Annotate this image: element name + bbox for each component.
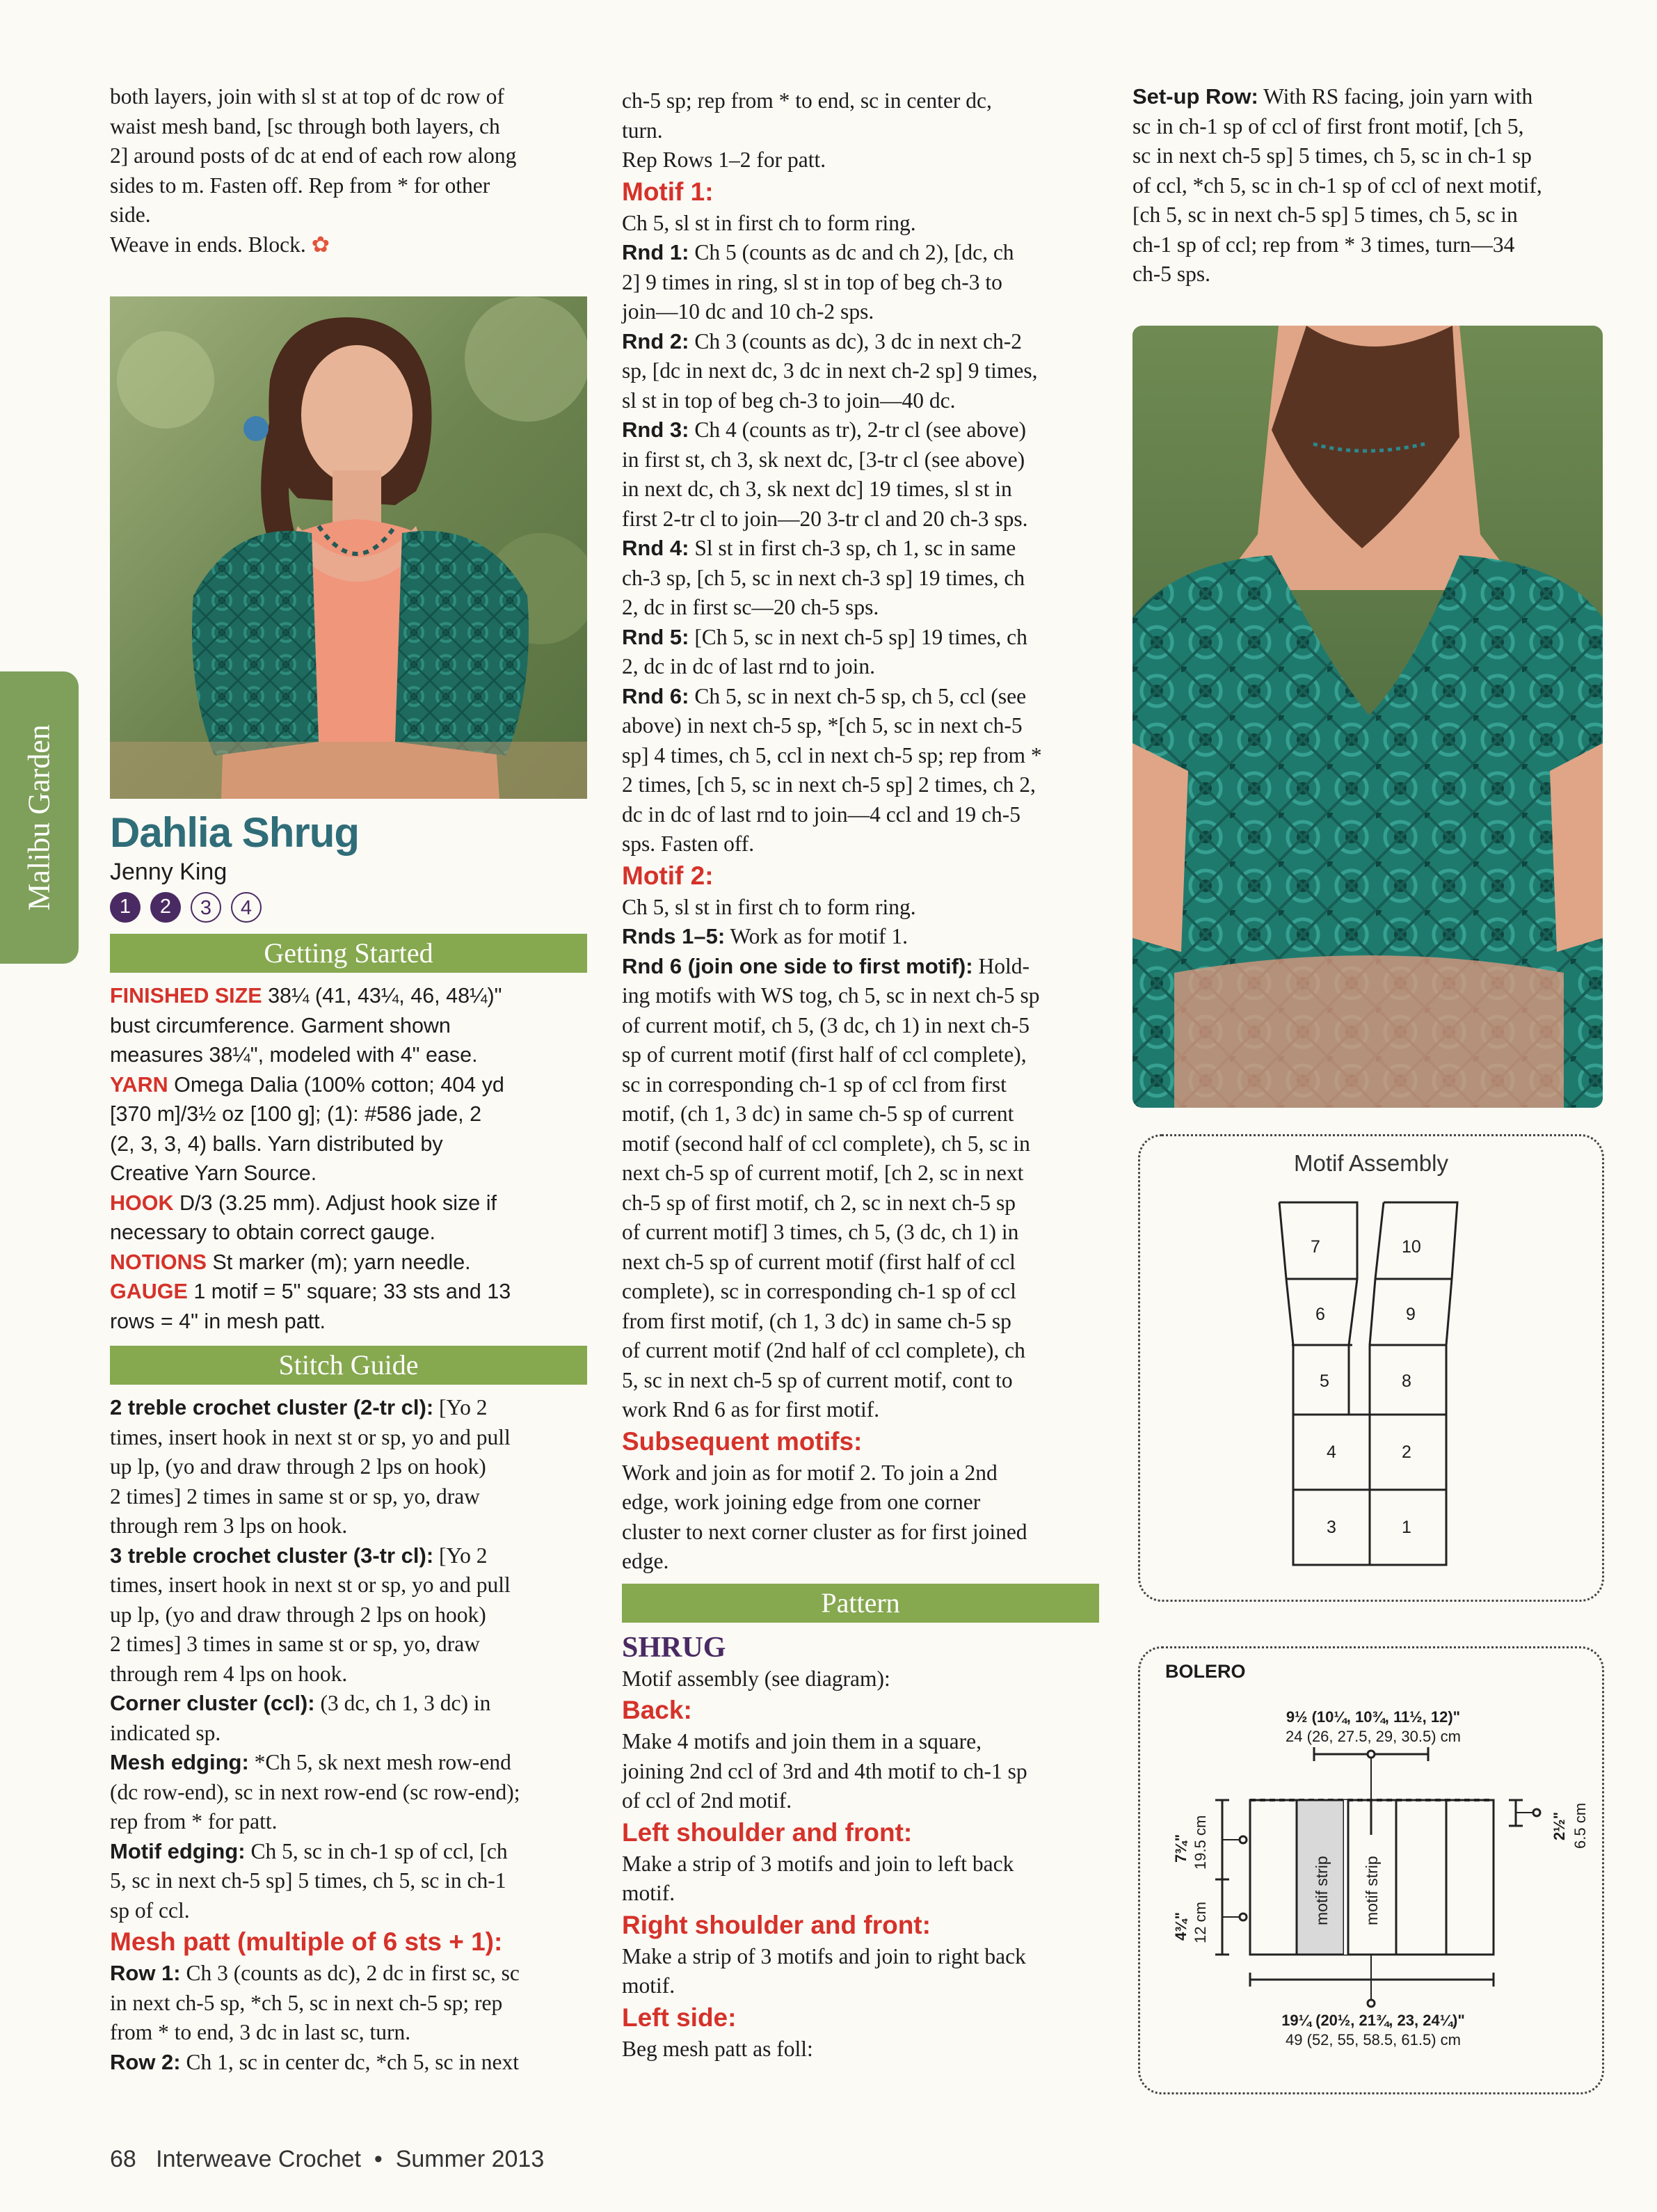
text-line bbox=[110, 1307, 587, 1337]
text-line bbox=[622, 564, 1099, 594]
text-line: cluster to next corner cluster as for first joined bbox=[622, 1519, 1027, 1544]
text-line: turn. bbox=[622, 118, 663, 143]
left-side-text bbox=[622, 2035, 1099, 2064]
text-line: Rep Rows 1–2 for patt. bbox=[622, 148, 826, 172]
text-line bbox=[622, 297, 1099, 327]
text-line bbox=[622, 209, 1099, 239]
page-footer bbox=[110, 2146, 544, 2173]
text-line bbox=[622, 741, 1099, 771]
motif-1-title: Motif 1: bbox=[622, 177, 714, 206]
text-line bbox=[622, 1307, 1099, 1337]
left-shoulder-title: Left shoulder and front: bbox=[622, 1817, 913, 1847]
entry-text: St marker (m); yarn needle. bbox=[206, 1250, 471, 1274]
entry-text: 5, sc in next ch-5 sp of current motif, cont to bbox=[622, 1367, 1013, 1392]
entry-text: through rem 4 lps on hook. bbox=[110, 1661, 348, 1686]
text-line bbox=[622, 1099, 1099, 1129]
text-line bbox=[622, 1218, 1099, 1248]
text-line bbox=[110, 1600, 587, 1630]
text-line bbox=[1132, 260, 1612, 289]
entry-label: Mesh edging: bbox=[110, 1750, 249, 1774]
left-side-title: Left side: bbox=[622, 2003, 737, 2032]
entry-text: in first st, ch 3, sk next dc, [3-tr cl (see above) bbox=[622, 447, 1025, 472]
entry-label: Rnds 1–5: bbox=[622, 924, 726, 948]
text-line bbox=[110, 1807, 587, 1837]
entry-text: of current motif] 3 times, ch 5, (3 dc, ch 1) in bbox=[622, 1220, 1019, 1244]
entry-label: Rnd 2: bbox=[622, 328, 689, 353]
motif-num-1: 1 bbox=[1402, 1518, 1411, 1537]
text-line bbox=[110, 1837, 587, 1867]
upper-height-in: 7¾" bbox=[1172, 1833, 1190, 1863]
text-line: side. bbox=[110, 202, 151, 227]
entry-label: Motif edging: bbox=[110, 1838, 246, 1863]
flower-icon: ✿ bbox=[305, 232, 330, 257]
text-line bbox=[622, 445, 1099, 475]
entry-text: sp of ccl. bbox=[110, 1897, 190, 1923]
text-line bbox=[110, 1719, 587, 1749]
text-line: edge, work joining edge from one corner bbox=[622, 1490, 981, 1514]
entry-text: first 2-tr cl to join—20 3-tr cl and 20 ch-3 sps. bbox=[622, 506, 1028, 531]
entry-text: in next dc, ch 3, sk next dc] 19 times, sl st in bbox=[622, 477, 1012, 501]
bottom-width-in: 19¼ (20½, 21¾, 23, 24¼)" bbox=[1281, 2012, 1465, 2029]
right-height-cm: 6.5 cm bbox=[1571, 1802, 1589, 1849]
entry-text: 2 times] 2 times in same st or sp, yo, draw bbox=[110, 1483, 480, 1509]
stitch-guide-header: Stitch Guide bbox=[110, 1346, 587, 1385]
pattern-title: Dahlia Shrug bbox=[110, 809, 360, 856]
level-3: 3 bbox=[191, 892, 221, 923]
entry-text: 5, sc in next ch-5 sp] 5 times, ch 5, sc in ch-1 bbox=[110, 1868, 506, 1893]
entry-text: 2 times, [ch 5, sc in next ch-5 sp] 2 times, ch 2, bbox=[622, 772, 1036, 797]
text-line bbox=[110, 2048, 587, 2078]
entry-text: next ch-5 sp of current motif (first half of ccl bbox=[622, 1249, 1016, 1274]
text-line bbox=[110, 1248, 587, 1278]
text-line bbox=[622, 800, 1099, 830]
entry-text: from * to end, 3 dc in last sc, turn. bbox=[110, 2020, 411, 2044]
entry-label: NOTIONS bbox=[110, 1250, 207, 1274]
text-line bbox=[110, 1099, 587, 1129]
entry-text: bust circumference. Garment shown bbox=[110, 1013, 451, 1037]
pattern-header: Pattern bbox=[622, 1584, 1099, 1623]
text-line bbox=[622, 1395, 1099, 1425]
text-line: both layers, join with sl st at top of dc row of bbox=[110, 84, 504, 109]
entry-label: Set-up Row: bbox=[1132, 84, 1258, 109]
text-line bbox=[622, 1188, 1099, 1218]
text-line bbox=[622, 1277, 1099, 1307]
motif-num-6: 6 bbox=[1315, 1305, 1325, 1324]
subsequent-motifs-text bbox=[622, 1458, 1099, 1577]
entry-text: Ch 4 (counts as tr), 2-tr cl (see above) bbox=[689, 417, 1027, 442]
entry-text: above) in next ch-5 sp, *[ch 5, sc in next ch-5 bbox=[622, 713, 1023, 738]
bolero-schematic-box bbox=[1138, 1646, 1604, 2094]
text-line bbox=[622, 893, 1099, 923]
text-line bbox=[110, 1748, 587, 1778]
motif-assembly-diagram bbox=[1140, 1136, 1606, 1604]
text-line: Work and join as for motif 2. To join a 2nd bbox=[622, 1460, 998, 1485]
entry-label: GAUGE bbox=[110, 1280, 188, 1303]
text-line bbox=[110, 1778, 587, 1808]
text-line: motif. bbox=[622, 1881, 675, 1905]
footer-separator: • bbox=[374, 2146, 383, 2172]
text-line bbox=[1132, 82, 1612, 112]
text-line: motif. bbox=[622, 1973, 675, 1998]
text-line bbox=[622, 386, 1099, 416]
text-line bbox=[622, 475, 1099, 504]
motif-num-4: 4 bbox=[1327, 1442, 1336, 1462]
entry-text: 2, dc in first sc—20 ch-5 sps. bbox=[622, 595, 879, 619]
stitch-guide-list bbox=[110, 1393, 587, 1925]
text-line bbox=[1132, 141, 1612, 171]
top-width-cm: 24 (26, 27.5, 29, 30.5) cm bbox=[1286, 1728, 1461, 1745]
page-number: 68 bbox=[110, 2146, 136, 2172]
back-text bbox=[622, 1727, 1099, 1816]
motif-num-9: 9 bbox=[1406, 1305, 1416, 1324]
right-shoulder-text bbox=[622, 1942, 1099, 2001]
motif-assembly-box bbox=[1138, 1134, 1604, 1602]
text-line bbox=[622, 981, 1099, 1011]
text-line bbox=[622, 534, 1099, 564]
entry-text: Hold- bbox=[972, 953, 1030, 978]
entry-text: 38¼ (41, 43¼, 46, 48¼)" bbox=[262, 984, 502, 1008]
shrug-heading: SHRUG bbox=[622, 1631, 726, 1664]
text-line bbox=[622, 268, 1099, 298]
entry-text: Ch 5, sc in ch-1 sp of ccl, [ch bbox=[245, 1838, 508, 1863]
entry-text: ch-1 sp of ccl; rep from * 3 times, turn—34 bbox=[1132, 232, 1515, 257]
entry-label: Row 2: bbox=[110, 2049, 181, 2074]
intro-rows-text bbox=[622, 86, 1099, 175]
entry-text: sps. Fasten off. bbox=[622, 832, 755, 856]
entry-text: motif, (ch 1, 3 dc) in same ch-5 sp of current bbox=[622, 1101, 1014, 1126]
text-line: Weave in ends. Block. ✿ bbox=[110, 232, 330, 257]
text-line bbox=[1132, 112, 1612, 142]
entry-text: next ch-5 sp of current motif, [ch 2, sc in next bbox=[622, 1161, 1024, 1185]
motif-assembly-title: Motif Assembly bbox=[1294, 1150, 1448, 1176]
motif-2-rounds bbox=[622, 893, 1099, 1425]
designer-name: Jenny King bbox=[110, 859, 227, 885]
entry-text: ch-5 sps. bbox=[1132, 262, 1210, 286]
entry-text: of current motif, ch 5, (3 dc, ch 1) in next ch-5 bbox=[622, 1012, 1030, 1037]
text-line: ch-5 sp; rep from * to end, sc in center dc, bbox=[622, 88, 992, 113]
text-line bbox=[622, 1159, 1099, 1188]
entry-text: complete), sc in corresponding ch-1 sp of ccl bbox=[622, 1279, 1016, 1303]
entry-text: sc in corresponding ch-1 sp of ccl from first bbox=[622, 1072, 1007, 1097]
entry-text: ing motifs with WS tog, ch 5, sc in next ch-5 sp bbox=[622, 983, 1040, 1008]
mesh-patt-title: Mesh patt (multiple of 6 sts + 1): bbox=[110, 1927, 503, 1956]
text-line: joining 2nd ccl of 3rd and 4th motif to ch-1 sp bbox=[622, 1758, 1027, 1783]
text-line bbox=[1132, 171, 1612, 201]
subsequent-motifs-title: Subsequent motifs: bbox=[622, 1426, 863, 1456]
text-line: waist mesh band, [sc through both layers, ch bbox=[110, 113, 500, 138]
entry-label: YARN bbox=[110, 1072, 168, 1097]
entry-label: Rnd 4: bbox=[622, 536, 689, 560]
entry-text: sp, [dc in next dc, 3 dc in next ch-2 sp] 9 times, bbox=[622, 358, 1038, 383]
entry-text: through rem 3 lps on hook. bbox=[110, 1513, 348, 1538]
entry-text: [Yo 2 bbox=[433, 1543, 488, 1568]
text-line bbox=[622, 770, 1099, 800]
entry-text: Ch 5, sl st in first ch to form ring. bbox=[622, 894, 916, 919]
text-line bbox=[622, 1366, 1099, 1396]
entry-text: sp] 4 times, ch 5, ccl in next ch-5 sp; rep from * bbox=[622, 742, 1042, 767]
text-line bbox=[110, 1541, 587, 1571]
entry-text: of ccl, *ch 5, sc in ch-1 sp of ccl of next motif, bbox=[1132, 173, 1542, 198]
entry-text: sp of current motif (first half of ccl complete), bbox=[622, 1042, 1027, 1067]
entry-text: 2, dc in dc of last rnd to join. bbox=[622, 654, 875, 678]
text-line: 2] around posts of dc at end of each row along bbox=[110, 143, 517, 168]
entry-text: Ch 3 (counts as dc), 3 dc in next ch-2 bbox=[689, 328, 1022, 353]
motif-num-8: 8 bbox=[1402, 1371, 1411, 1391]
section-tab bbox=[0, 671, 79, 964]
text-line bbox=[110, 1989, 587, 2019]
column-2 bbox=[622, 86, 1099, 2064]
getting-started-header: Getting Started bbox=[110, 934, 587, 973]
entry-label: Rnd 6 (join one side to first motif): bbox=[622, 953, 973, 978]
level-1: 1 bbox=[110, 892, 141, 923]
bottom-width-cm: 49 (52, 55, 58.5, 61.5) cm bbox=[1286, 2031, 1461, 2048]
text-line bbox=[622, 652, 1099, 682]
text-line bbox=[110, 1011, 587, 1041]
text-line bbox=[622, 623, 1099, 653]
magazine-name: Interweave Crochet bbox=[156, 2146, 361, 2172]
column-1 bbox=[110, 82, 587, 260]
mesh-patt-rows bbox=[110, 1959, 587, 2077]
text-line bbox=[622, 682, 1099, 712]
entry-text: of current motif (2nd half of ccl complete), ch bbox=[622, 1338, 1025, 1362]
entry-label: HOOK bbox=[110, 1191, 174, 1215]
text-line bbox=[622, 327, 1099, 357]
entry-text: ch-3 sp, [ch 5, sc in next ch-3 sp] 19 times, ch bbox=[622, 565, 1025, 590]
assembly-note: Motif assembly (see diagram): bbox=[622, 1666, 890, 1691]
entry-text: from first motif, (ch 1, 3 dc) in same ch-5 sp bbox=[622, 1308, 1011, 1333]
section-tab-label: Malibu Garden bbox=[22, 724, 56, 911]
text-line: Beg mesh patt as foll: bbox=[622, 2036, 813, 2061]
entry-text: necessary to obtain correct gauge. bbox=[110, 1220, 435, 1244]
entry-text: Creative Yarn Source. bbox=[110, 1161, 317, 1185]
title-block bbox=[110, 809, 587, 2077]
motif-1-rounds bbox=[622, 209, 1099, 859]
text-line bbox=[110, 1040, 587, 1070]
motif-strip-right: motif strip bbox=[1363, 1856, 1381, 1925]
text-line bbox=[110, 2018, 587, 2048]
motif-2-title: Motif 2: bbox=[622, 861, 714, 890]
entry-text: rep from * for patt. bbox=[110, 1809, 278, 1833]
entry-text: motif (second half of ccl complete), ch 5, sc in bbox=[622, 1131, 1030, 1156]
text-line: Make a strip of 3 motifs and join to right back bbox=[622, 1943, 1026, 1968]
text-line bbox=[622, 829, 1099, 859]
right-height-in: 2½" bbox=[1551, 1811, 1568, 1840]
text-line bbox=[110, 1423, 587, 1453]
text-line: sides to m. Fasten off. Rep from * for other bbox=[110, 173, 490, 198]
entry-label: Rnd 6: bbox=[622, 683, 689, 708]
text-line bbox=[622, 952, 1099, 982]
getting-started-list bbox=[110, 981, 587, 1336]
entry-text: sl st in top of beg ch-3 to join—40 dc. bbox=[622, 388, 956, 413]
lower-height-in: 4¾" bbox=[1172, 1911, 1190, 1941]
text-line bbox=[622, 593, 1099, 623]
text-line bbox=[622, 1336, 1099, 1366]
level-2: 2 bbox=[150, 892, 181, 923]
setup-row-text bbox=[1132, 82, 1612, 289]
entry-text: in next ch-5 sp, *ch 5, sc in next ch-5 sp; rep bbox=[110, 1990, 503, 2015]
entry-text: measures 38¼", modeled with 4" ease. bbox=[110, 1043, 478, 1067]
entry-text: [Ch 5, sc in next ch-5 sp] 19 times, ch bbox=[689, 624, 1027, 649]
text-line bbox=[1132, 230, 1612, 260]
motif-num-5: 5 bbox=[1320, 1371, 1329, 1391]
text-line bbox=[622, 1129, 1099, 1159]
text-line bbox=[110, 1660, 587, 1689]
motif-num-7: 7 bbox=[1311, 1237, 1320, 1257]
text-line bbox=[110, 1129, 587, 1159]
entry-text: (dc row-end), sc in next row-end (sc row-end); bbox=[110, 1779, 520, 1804]
entry-text: *Ch 5, sk next mesh row-end bbox=[248, 1750, 511, 1774]
entry-text: rows = 4" in mesh patt. bbox=[110, 1309, 326, 1333]
upper-height-cm: 19.5 cm bbox=[1192, 1815, 1209, 1870]
motif-strip-left: motif strip bbox=[1313, 1856, 1331, 1925]
entry-label: Corner cluster (ccl): bbox=[110, 1691, 315, 1715]
text-line bbox=[110, 1511, 587, 1541]
entry-text: Ch 5, sc in next ch-5 sp, ch 5, ccl (see bbox=[689, 683, 1027, 708]
text-line bbox=[110, 1452, 587, 1482]
entry-text: [ch 5, sc in next ch-5 sp] 5 times, ch 5, sc in bbox=[1132, 202, 1518, 227]
column-3 bbox=[1132, 82, 1612, 289]
text-line bbox=[110, 1188, 587, 1218]
text-line bbox=[622, 922, 1099, 952]
text-line: edge. bbox=[622, 1549, 669, 1573]
text-line bbox=[622, 1011, 1099, 1041]
bolero-label: BOLERO bbox=[1165, 1661, 1246, 1682]
entry-text: dc in dc of last rnd to join—4 ccl and 19 ch-5 bbox=[622, 802, 1020, 827]
left-shoulder-text bbox=[622, 1849, 1099, 1909]
entry-text: ch-5 sp of first motif, ch 2, sc in next ch-5 sp bbox=[622, 1190, 1016, 1215]
motif-num-10: 10 bbox=[1402, 1237, 1421, 1257]
text-line bbox=[622, 1040, 1099, 1070]
text-line: Make a strip of 3 motifs and join to left back bbox=[622, 1851, 1014, 1876]
text-line bbox=[110, 1482, 587, 1512]
text-line: of ccl of 2nd motif. bbox=[622, 1788, 792, 1813]
text-line bbox=[110, 1866, 587, 1896]
entry-label: 2 treble crochet cluster (2-tr cl): bbox=[110, 1395, 434, 1419]
text-line bbox=[110, 1896, 587, 1926]
entry-text: D/3 (3.25 mm). Adjust hook size if bbox=[173, 1191, 497, 1215]
entry-label: Rnd 1: bbox=[622, 240, 689, 264]
text-line bbox=[1132, 200, 1612, 230]
skill-levels bbox=[110, 892, 587, 923]
model-photo bbox=[110, 296, 587, 799]
entry-text: [370 m]/3½ oz [100 g]; (1): #586 jade, 2 bbox=[110, 1102, 482, 1126]
entry-text: 2 times] 3 times in same st or sp, yo, draw bbox=[110, 1632, 480, 1656]
entry-text: times, insert hook in next st or sp, yo and pull bbox=[110, 1424, 511, 1449]
entry-text: indicated sp. bbox=[110, 1720, 221, 1745]
entry-text: join—10 dc and 10 ch-2 sps. bbox=[622, 299, 874, 324]
entry-text: With RS facing, join yarn with bbox=[1258, 84, 1533, 109]
entry-text: Ch 5, sl st in first ch to form ring. bbox=[622, 210, 916, 235]
intro-text bbox=[110, 82, 587, 260]
entry-label: FINISHED SIZE bbox=[110, 984, 262, 1008]
text-line bbox=[622, 1248, 1099, 1278]
text-line bbox=[110, 1959, 587, 1989]
text-line bbox=[622, 504, 1099, 534]
entry-text: Sl st in first ch-3 sp, ch 1, sc in same bbox=[689, 536, 1016, 560]
entry-text: (2, 3, 3, 4) balls. Yarn distributed by bbox=[110, 1131, 443, 1156]
lower-height-cm: 12 cm bbox=[1192, 1902, 1209, 1943]
level-4: 4 bbox=[231, 892, 262, 923]
right-shoulder-title: Right shoulder and front: bbox=[622, 1910, 931, 1939]
motif-num-3: 3 bbox=[1327, 1518, 1336, 1537]
text-line bbox=[110, 1689, 587, 1719]
entry-label: 3 treble crochet cluster (3-tr cl): bbox=[110, 1543, 434, 1568]
text-line bbox=[622, 1070, 1099, 1100]
text-line bbox=[110, 1159, 587, 1188]
entry-label: Rnd 5: bbox=[622, 624, 689, 649]
entry-label: Row 1: bbox=[110, 1961, 181, 1985]
motif-num-2: 2 bbox=[1402, 1442, 1411, 1462]
back-view-photo bbox=[1132, 326, 1603, 1108]
text-line bbox=[110, 981, 587, 1011]
entry-text: (3 dc, ch 1, 3 dc) in bbox=[314, 1691, 491, 1715]
entry-text: Ch 5 (counts as dc and ch 2), [dc, ch bbox=[689, 240, 1014, 264]
entry-text: [Yo 2 bbox=[433, 1395, 488, 1419]
entry-text: Ch 3 (counts as dc), 2 dc in first sc, sc bbox=[180, 1961, 520, 1985]
text-line bbox=[110, 1277, 587, 1307]
entry-text: work Rnd 6 as for first motif. bbox=[622, 1397, 880, 1422]
text-line bbox=[622, 356, 1099, 386]
text-line bbox=[110, 1070, 587, 1100]
entry-text: sc in next ch-5 sp] 5 times, ch 5, sc in ch-1 sp bbox=[1132, 143, 1532, 168]
text-line bbox=[622, 711, 1099, 741]
entry-text: Omega Dalia (100% cotton; 404 yd bbox=[168, 1072, 504, 1097]
entry-text: up lp, (yo and draw through 2 lps on hook) bbox=[110, 1454, 486, 1479]
text-line: Make 4 motifs and join them in a square, bbox=[622, 1729, 982, 1753]
text-line bbox=[110, 1218, 587, 1248]
text-line bbox=[622, 238, 1099, 268]
entry-text: sc in ch-1 sp of ccl of first front motif, [ch 5, bbox=[1132, 113, 1524, 138]
entry-text: 1 motif = 5" square; 33 sts and 13 bbox=[187, 1280, 511, 1303]
text-line bbox=[110, 1630, 587, 1660]
entry-text: 2] 9 times in ring, sl st in top of beg ch-3 to bbox=[622, 269, 1002, 294]
issue-name: Summer 2013 bbox=[395, 2146, 545, 2172]
text-line bbox=[110, 1570, 587, 1600]
entry-text: up lp, (yo and draw through 2 lps on hook) bbox=[110, 1602, 486, 1627]
entry-label: Rnd 3: bbox=[622, 417, 689, 442]
entry-text: Work as for motif 1. bbox=[725, 924, 908, 948]
entry-text: Ch 1, sc in center dc, *ch 5, sc in next bbox=[180, 2049, 519, 2074]
entry-text: times, insert hook in next st or sp, yo and pull bbox=[110, 1573, 511, 1597]
back-title: Back: bbox=[622, 1696, 692, 1724]
text-line bbox=[110, 1393, 587, 1423]
text-line bbox=[622, 415, 1099, 445]
top-width-in: 9½ (10¼, 10¾, 11½, 12)" bbox=[1286, 1708, 1461, 1726]
